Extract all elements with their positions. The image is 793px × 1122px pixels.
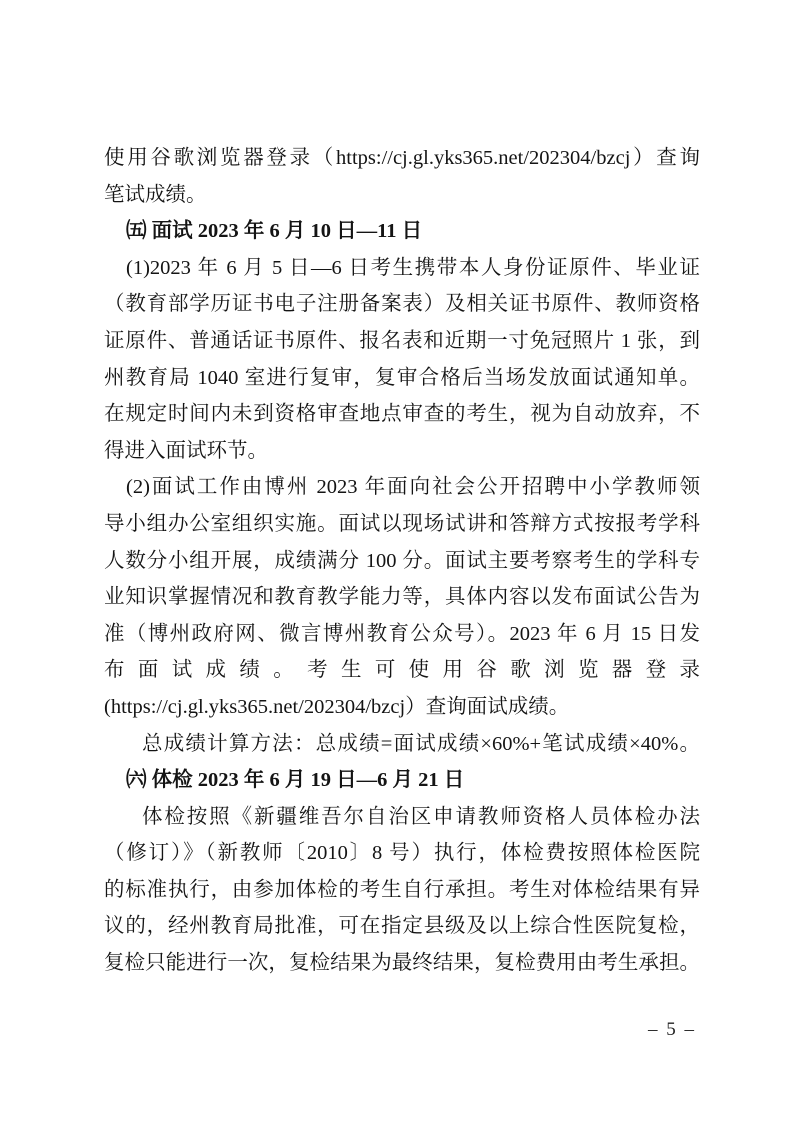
text-line: 导小组办公室组织实施。面试以现场试讲和答辩方式按报考学科 — [104, 512, 700, 535]
text-line: 体检按照《新疆维吾尔自治区申请教师资格人员体检办法 — [142, 805, 700, 828]
text-line: 复检只能进行一次，复检结果为最终结果，复检费用由考生承担。 — [104, 952, 700, 975]
text-line: （修订）》（新教师〔2010〕8 号）执行，体检费按照体检医院 — [104, 842, 700, 865]
text-line: 在规定时间内未到资格审查地点审查的考生，视为自动放弃，不 — [104, 403, 700, 426]
text-line: 得进入面试环节。 — [104, 439, 268, 462]
section-heading-physical-exam: ㈥ 体检 2023 年 6 月 19 日—6 月 21 日 — [126, 769, 465, 792]
section-heading-interview: ㈤ 面试 2023 年 6 月 10 日—11 日 — [126, 220, 423, 243]
text-line: (2)面试工作由博州 2023 年面向社会公开招聘中小学教师领 — [126, 476, 700, 499]
text-line: 业知识掌握情况和教育教学能力等，具体内容以发布面试公告为 — [104, 586, 700, 609]
text-line-url: (https://cj.gl.yks365.net/202304/bzcj）查询面试成绩。 — [104, 695, 570, 718]
text-line: 州教育局 1040 室进行复审，复审合格后当场发放面试通知单。 — [104, 366, 700, 389]
page-number: – 5 – — [648, 1019, 696, 1040]
text-line: 笔试成绩。 — [104, 183, 207, 206]
text-line: (1)2023 年 6 月 5 日—6 日考生携带本人身份证原件、毕业证 — [126, 256, 700, 279]
text-line: 使用谷歌浏览器登录（https://cj.gl.yks365.net/202304/bzcj）查询 — [104, 147, 700, 169]
text-line: 准（博州政府网、微言博州教育公众号）。2023 年 6 月 15 日发 — [104, 622, 700, 645]
text-line: 的标准执行，由参加体检的考生自行承担。考生对体检结果有异 — [104, 878, 700, 901]
text-line-score-formula: 总成绩计算方法：总成绩=面试成绩×60%+笔试成绩×40%。 — [142, 732, 700, 755]
text-line-spread: 布面试成绩。考生可使用谷歌浏览器登录 — [104, 659, 700, 682]
text-line: 人数分小组开展，成绩满分 100 分。面试主要考察考生的学科专 — [104, 549, 700, 572]
document-text-block — [104, 140, 700, 982]
text-line: （教育部学历证书电子注册备案表）及相关证书原件、教师资格 — [104, 293, 700, 316]
text-line: 证原件、普通话证书原件、报名表和近期一寸免冠照片 1 张，到 — [104, 329, 700, 352]
text-line: 议的，经州教育局批准，可在指定县级及以上综合性医院复检， — [104, 915, 700, 938]
